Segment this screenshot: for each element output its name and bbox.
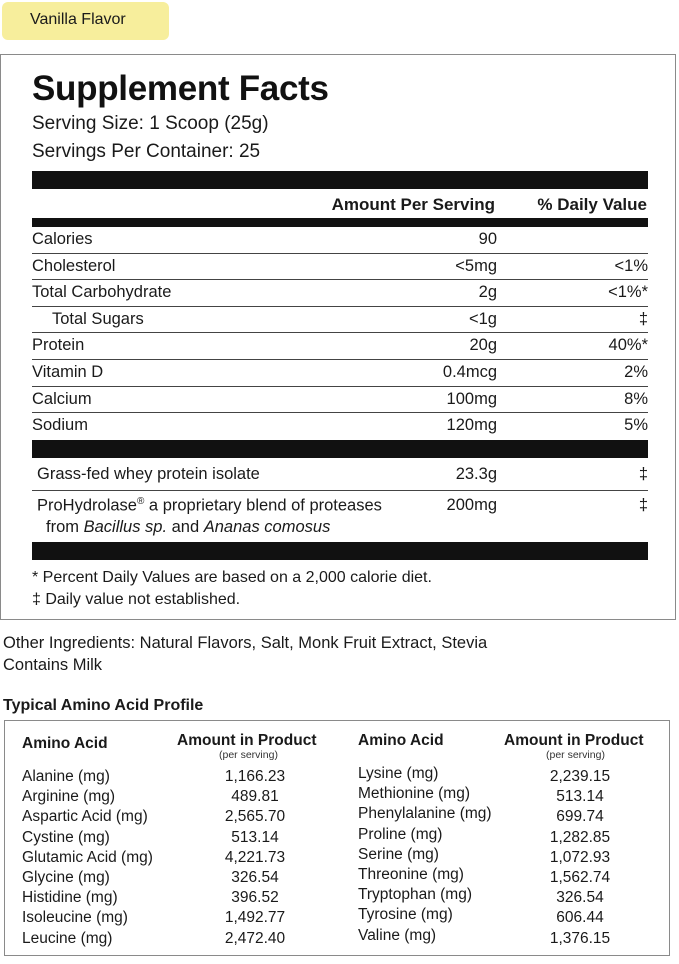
amino-acid-name: Methionine (mg) (358, 785, 470, 803)
amino-acid-name: Glutamic Acid (mg) (22, 848, 153, 866)
amino-acid-table (4, 720, 670, 956)
footnote-daily-values: * Percent Daily Values are based on a 2,000 calorie diet. (32, 569, 432, 586)
amino-col-acid-left: Amino Acid (22, 735, 108, 752)
amino-col-amount-right: Amount in Product (504, 732, 644, 749)
amino-profile-title: Typical Amino Acid Profile (3, 697, 204, 714)
amino-acid-value: 1,562.74 (549, 868, 611, 886)
amino-col-amount-sub-right: (per serving) (546, 749, 605, 761)
amino-acid-value: 4,221.73 (224, 848, 286, 866)
amino-acid-value: 1,282.85 (549, 828, 611, 846)
amino-acid-value: 513.14 (231, 828, 279, 846)
nutrient-amount: 100mg (446, 389, 497, 408)
amino-acid-value: 1,492.77 (224, 909, 286, 927)
amino-acid-name: Tryptophan (mg) (358, 886, 472, 904)
amino-left-names (22, 767, 153, 949)
nutrient-row (32, 387, 648, 414)
nutrient-amount: <1g (469, 309, 497, 328)
amino-acid-name: Threonine (mg) (358, 865, 464, 883)
nutrient-name: Calcium (32, 389, 92, 408)
facts-title: Supplement Facts (32, 69, 329, 108)
amino-acid-name: Cystine (mg) (22, 828, 110, 846)
header-daily-value: % Daily Value (537, 195, 647, 214)
amino-col-amount-left: Amount in Product (177, 732, 317, 749)
amino-acid-name: Phenylalanine (mg) (358, 805, 492, 823)
other-ingredients-text: Other Ingredients: Natural Flavors, Salt, Monk Fruit Extract, Stevia (3, 634, 488, 652)
amino-acid-name: Aspartic Acid (mg) (22, 808, 148, 826)
amino-acid-value: 606.44 (556, 909, 604, 927)
nutrient-name: Protein (32, 336, 85, 355)
nutrient-amount: 0.4mcg (442, 363, 497, 381)
amino-right-values (530, 767, 630, 949)
nutrient-row (32, 280, 648, 307)
amino-col-acid-right: Amino Acid (358, 732, 444, 749)
amino-acid-value: 2,472.40 (224, 929, 286, 947)
thick-divider (32, 542, 648, 560)
nutrient-daily-value: 8% (624, 389, 648, 408)
nutrient-daily-value: <1% (614, 256, 648, 275)
amino-col-amount-sub-left: (per serving) (219, 749, 278, 761)
amino-acid-value: 489.81 (231, 788, 279, 806)
amino-acid-value: 1,166.23 (224, 768, 286, 785)
nutrient-name: Sodium (32, 416, 88, 435)
nutrient-amount: 120mg (446, 416, 497, 435)
thick-divider (32, 171, 648, 189)
thick-divider (32, 440, 648, 458)
nutrient-daily-value: 2% (624, 363, 648, 381)
nutrient-amount: <5mg (455, 256, 497, 275)
supplement-facts-panel (0, 54, 676, 620)
nutrient-name: Total Sugars (52, 309, 144, 328)
amino-acid-value: 1,376.15 (549, 929, 611, 947)
flavor-badge: Vanilla Flavor (2, 2, 169, 40)
amino-acid-name: Lysine (mg) (358, 765, 439, 782)
amino-acid-value: 513.14 (556, 788, 604, 806)
nutrient-daily-value: 5% (624, 416, 648, 435)
amino-acid-name: Valine (mg) (358, 926, 437, 944)
ingredient-row (32, 465, 648, 491)
nutrient-name: Cholesterol (32, 256, 116, 275)
ingredient-dv: ‡ (638, 496, 648, 514)
amino-acid-value: 2,239.15 (549, 768, 611, 785)
nutrient-row (32, 333, 648, 360)
ingredient-name: Grass-fed whey protein isolate (37, 465, 260, 483)
serving-size: Serving Size: 1 Scoop (25g) (32, 113, 269, 134)
amino-acid-name: Serine (mg) (358, 845, 439, 863)
amino-acid-name: Alanine (mg) (22, 768, 110, 785)
ingredient-name: ProHydrolase® a proprietary blend of proteases (37, 496, 382, 515)
amino-acid-name: Proline (mg) (358, 825, 443, 843)
amino-acid-name: Isoleucine (mg) (22, 909, 128, 927)
other-ingredients (3, 632, 487, 676)
amino-acid-value: 699.74 (556, 808, 604, 826)
nutrient-amount: 20g (469, 336, 497, 355)
ingredient-dv: ‡ (638, 465, 648, 483)
header-amount-per-serving: Amount Per Serving (331, 195, 495, 214)
amino-acid-value: 2,565.70 (224, 808, 286, 826)
amino-acid-name: Arginine (mg) (22, 788, 116, 806)
nutrient-name: Vitamin D (32, 363, 104, 381)
nutrient-row (32, 307, 648, 334)
nutrient-daily-value: ‡ (638, 309, 648, 328)
nutrient-daily-value: <1%* (608, 283, 648, 302)
amino-acid-name: Tyrosine (mg) (358, 906, 453, 924)
nutrient-amount: 2g (478, 283, 497, 302)
amino-right-names (358, 764, 492, 946)
ingredient-row (32, 496, 648, 540)
nutrient-name: Total Carbohydrate (32, 283, 172, 302)
amino-acid-value: 326.54 (231, 868, 279, 886)
ingredient-amount: 23.3g (455, 465, 497, 483)
nutrient-row (32, 360, 648, 387)
allergen-statement: Contains Milk (3, 656, 103, 674)
nutrient-row (32, 227, 648, 254)
amino-acid-value: 396.52 (231, 889, 279, 907)
amino-acid-name: Leucine (mg) (22, 929, 113, 947)
nutrient-row (32, 254, 648, 281)
footnote-not-established: ‡ Daily value not established. (32, 591, 241, 608)
amino-acid-name: Glycine (mg) (22, 868, 110, 886)
amino-left-values (205, 767, 305, 949)
nutrient-amount: 90 (478, 230, 497, 248)
amino-acid-name: Histidine (mg) (22, 889, 118, 907)
nutrient-row (32, 413, 648, 440)
medium-divider (32, 218, 648, 227)
servings-per-container: Servings Per Container: 25 (32, 141, 261, 162)
ingredient-amount: 200mg (446, 496, 497, 514)
nutrient-name: Calories (32, 230, 93, 248)
ingredient-name-line-2: from Bacillus sp. and Ananas comosus (46, 518, 331, 536)
amino-acid-value: 326.54 (556, 889, 604, 907)
nutrient-daily-value: 40%* (608, 336, 648, 355)
amino-acid-value: 1,072.93 (549, 848, 611, 866)
